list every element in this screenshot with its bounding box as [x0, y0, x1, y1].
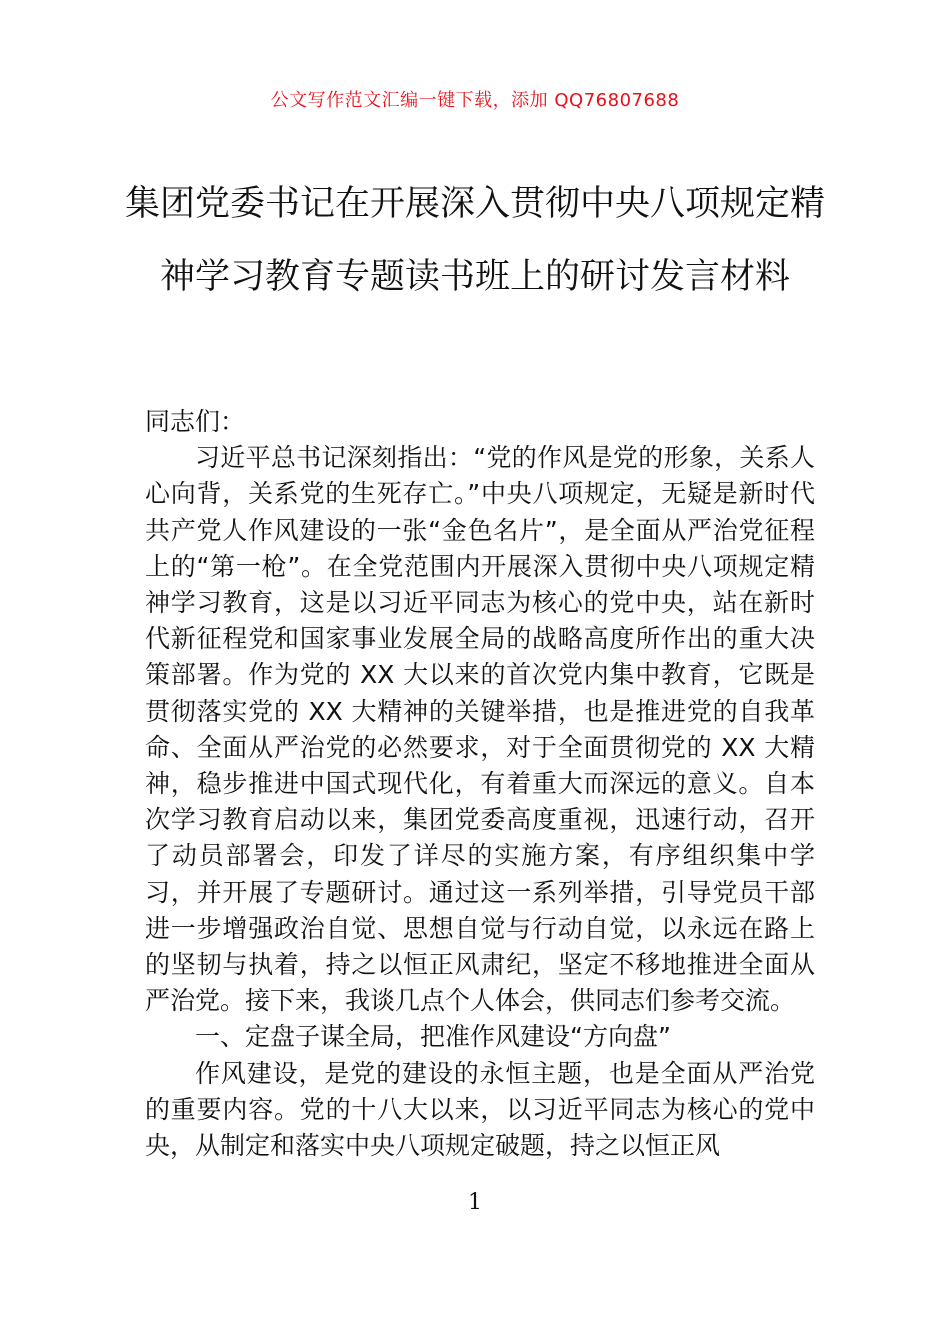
paragraph-section-1: 作风建设，是党的建设的永恒主题，也是全面从严治党的重要内容。党的十八大以来，以习近平同志为核心的党中央，从制定和落实中央八项规定破题，持之以恒正风 — [145, 1058, 815, 1161]
section-heading-1: 一、定盘子谋全局，把准作风建设“方向盘” — [195, 1022, 671, 1052]
paragraph-intro: 习近平总书记深刻指出：“党的作风是党的形象，关系人心向背，关系党的生死存亡。”中央八项规定，无疑是新时代共产党人作风建设的一张“金色名片”，是全面从严治党征程上的“第一枪”。在全党范围内开展深入贯彻中央八项规定精神学习教育，这是以习近平同志为核心的党中央，站在新时代新征程党和国家事业发展全局的战略高度所作出的重大决策部署。作为党的 XX 大以来的首次党内集中教育，它既是贯彻落实党的 XX 大精神的关键举措，也是推进党的自我革命、全面从严治党的必然要求，对于全面贯彻党的 XX 大精神，稳步推进中国式现代化，有着重大而深远的意义。自本次学习教育启动以来，集团党委高度重视，迅速行动，召开了动员部署会，印发了详尽的实施方案，有序组织集中学习，并开展了专题研讨。通过这一系列举措，引导党员干部进一步增强政治自觉、思想自觉与行动自觉，以永远在路上的坚韧与执着，持之以恒正风肃纪，坚定不移地推进全面从严治党。接下来，我谈几点个人体会，供同志们参考交流。 — [145, 443, 815, 1016]
salutation: 同志们： — [145, 407, 246, 436]
document-body — [145, 404, 815, 1164]
header-download-note: 公文写作范文汇编一键下载，添加 QQ76807688 — [270, 90, 680, 111]
document-title: 集团党委书记在开展深入贯彻中央八项规定精神学习教育专题读书班上的研讨发言材料 — [124, 184, 825, 297]
page-number: 1 — [468, 1190, 482, 1215]
